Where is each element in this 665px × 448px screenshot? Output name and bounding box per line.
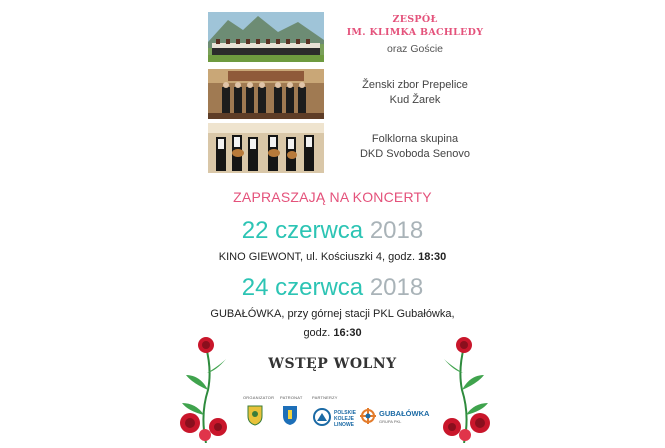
organizer-logo [246, 404, 264, 431]
venue-time: 18:30 [418, 251, 447, 263]
photo-folk-band [208, 123, 324, 173]
date-day-month: 22 czerwca [241, 217, 364, 244]
concert-venue-2-line2 [0, 327, 665, 339]
gubalowka-logo [359, 407, 377, 430]
group-title-line1: ZESPÓŁ [392, 14, 438, 25]
group-title-line2: IM. KLIMKA BACHLEDY [346, 27, 484, 38]
gubalowka-logo-text: GUBAŁÓWKA [379, 409, 430, 418]
concert-venue-1 [0, 251, 665, 263]
concert-date-1 [0, 217, 665, 245]
photo-folk-ensemble-mountains [208, 12, 324, 62]
group-row-prepelice [208, 69, 498, 119]
date-year: 2018 [369, 274, 424, 301]
photo-womens-choir [208, 69, 324, 119]
venue-text: godz. [303, 327, 331, 339]
group-name-line1: Ženski zbor Prepelice [362, 79, 468, 91]
free-entry-banner: WSTĘP WOLNY [268, 356, 397, 372]
group-caption-1 [332, 13, 498, 56]
venue-time: 16:30 [333, 327, 362, 339]
date-year: 2018 [369, 217, 424, 244]
group-caption-3 [332, 132, 498, 162]
group-row-klimek-bachleda [208, 12, 498, 62]
patron-logo [282, 404, 298, 431]
concert-date-2 [0, 274, 665, 302]
pkl-logo [312, 407, 332, 432]
group-name-line2: DKD Svoboda Senovo [359, 148, 471, 160]
invite-heading: ZAPRASZAJĄ NA KONCERTY [233, 189, 432, 205]
concert-venue-2-line1: GUBAŁÓWKA, przy górnej stacji PKL Gubałówka, [210, 308, 455, 320]
decorative-flower-right [436, 335, 492, 443]
decorative-flower-left [178, 335, 234, 443]
organizer-label: ORGANIZATOR [243, 395, 275, 400]
group-name-line1: Folklorna skupina [371, 133, 459, 145]
pkl-logo-text: POLSKIE KOLEJE LINOWE [334, 410, 356, 428]
group-name-line2: Kud Žarek [389, 94, 441, 106]
group-row-svoboda-senovo [208, 123, 498, 173]
gubalowka-logo-subtext: GRUPA PKL [379, 419, 402, 424]
partners-label: PARTNERZY [312, 395, 338, 400]
group-subtitle: oraz Goście [386, 43, 444, 55]
venue-text: KINO GIEWONT, ul. Kościuszki 4, godz. [218, 251, 416, 263]
group-caption-2 [332, 78, 498, 108]
patron-label: PATRONAT [280, 395, 303, 400]
date-day-month: 24 czerwca [241, 274, 364, 301]
